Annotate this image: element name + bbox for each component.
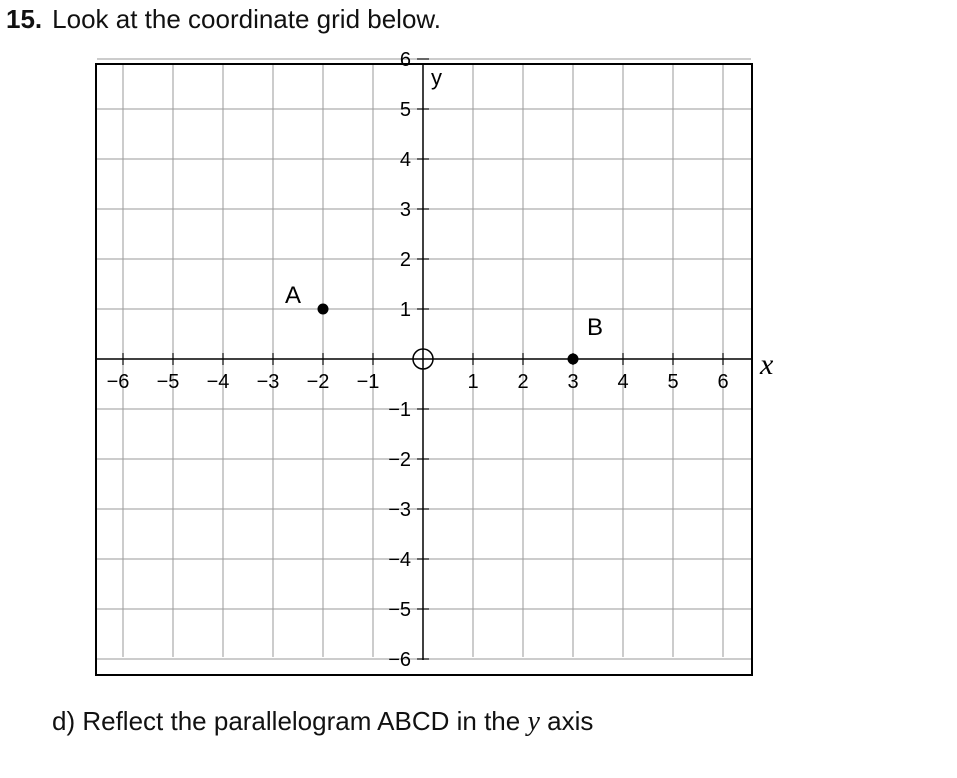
question-number: 15. [6, 4, 43, 34]
y-tick-label: 2 [399, 249, 411, 271]
x-tick-label: 4 [617, 371, 629, 393]
x-tick-label: 1 [467, 371, 479, 393]
subquestion-prefix: d) Reflect the parallelogram ABCD in the [52, 706, 521, 736]
subquestion-suffix: axis [547, 706, 594, 736]
y-tick-label: 5 [399, 99, 411, 121]
y-tick-label: −1 [388, 399, 411, 421]
question-text: Look at the coordinate grid below. [52, 4, 441, 34]
y-tick-label: −3 [388, 499, 411, 521]
y-tick-label: −4 [388, 549, 411, 571]
y-tick-label: −2 [388, 449, 411, 471]
x-tick-label: −3 [256, 371, 280, 393]
subquestion-variable: y [527, 706, 540, 737]
y-tick-label: 4 [399, 149, 411, 171]
x-tick-label: −6 [106, 371, 130, 393]
x-tick-label: −1 [356, 371, 380, 393]
y-tick-label: −5 [388, 599, 411, 621]
x-tick-label: 3 [567, 371, 579, 393]
y-tick-label: −6 [388, 649, 411, 671]
y-axis-label: y [431, 65, 442, 90]
x-tick-label: 6 [717, 371, 729, 393]
point-b [568, 354, 579, 365]
x-tick-label: 2 [517, 371, 529, 393]
y-tick-label: 6 [399, 49, 411, 71]
y-tick-label: 1 [399, 299, 411, 321]
subquestion-d [52, 706, 593, 738]
x-tick-label: −2 [306, 371, 330, 393]
point-label-a: A [284, 282, 302, 309]
point-label-b: B [586, 314, 604, 341]
x-tick-label: 5 [667, 371, 679, 393]
x-tick-label: −5 [156, 371, 180, 393]
x-tick-label: −4 [206, 371, 230, 393]
point-a [318, 304, 329, 315]
y-tick-label: 3 [399, 199, 411, 221]
x-axis-label: x [760, 348, 774, 381]
